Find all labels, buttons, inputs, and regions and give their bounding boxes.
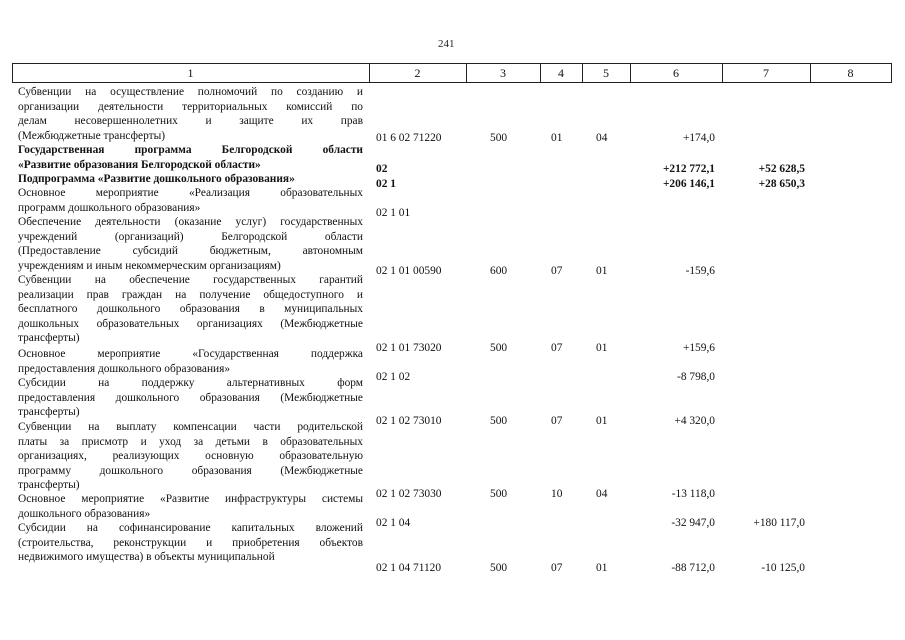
header-bottom-border [12, 82, 892, 83]
row-description-line: Обеспечение деятельности (оказание услуг) государственных [18, 216, 363, 228]
row-description-line: Субвенции на обеспечение государственных гарантий [18, 274, 363, 286]
row-description-line: организации деятельности территориальных комиссий по [18, 100, 363, 113]
row-description-line: (строительства, реконструкции и приобретения объектов [18, 536, 363, 549]
row-subsection: 04 [596, 132, 608, 144]
row-section: 07 [551, 415, 563, 427]
row-description-line: предоставления дошкольного образования» [18, 362, 231, 375]
row-description [18, 273, 363, 346]
row-expense-type: 500 [490, 562, 508, 574]
row-description-line: платы за присмотр и уход за детьми в образовательных [18, 435, 363, 448]
column-header-3: 3 [500, 66, 506, 80]
page-number: 241 [438, 38, 455, 50]
row-description-line: Субвенции на осуществление полномочий по созданию и [18, 86, 363, 98]
row-description-line: программу дошкольного образования (Межбюджетные [18, 464, 363, 477]
row-description [18, 143, 363, 172]
row-expense-type: 500 [490, 415, 508, 427]
row-subsection: 04 [596, 488, 608, 500]
row-description [18, 492, 363, 521]
row-description [18, 172, 363, 187]
row-amount-col6: -159,6 [685, 265, 715, 277]
row-description-line: Субсидии на софинансирование капитальных вложений [18, 522, 363, 534]
row-description-line: «Развитие образования Белгородской области» [18, 158, 261, 171]
row-amount-col7: +52 628,5 [758, 163, 805, 175]
row-code: 02 1 01 [376, 207, 411, 219]
row-description-line: Субсидии на поддержку альтернативных форм [18, 377, 363, 389]
column-header-6: 6 [673, 66, 679, 80]
row-description-line: организациях, реализующих основную образовательную [18, 450, 363, 463]
row-code: 02 [376, 163, 388, 175]
row-section: 10 [551, 488, 563, 500]
header-divider [891, 63, 892, 83]
row-code: 02 1 02 73030 [376, 488, 442, 500]
row-amount-col6: +4 320,0 [674, 415, 715, 427]
column-header-2: 2 [414, 66, 421, 80]
row-code: 02 1 [376, 178, 396, 190]
row-amount-col7: +28 650,3 [758, 178, 805, 190]
row-code: 02 1 02 [376, 371, 411, 383]
row-description-line: недвижимого имущества) в объекты муниципальной [18, 551, 275, 564]
row-description-line: Основное мероприятие «Реализация образовательных [18, 187, 363, 199]
row-description [18, 215, 363, 273]
row-description-line: Государственная программа Белгородской области [18, 144, 363, 156]
row-description-line: (Предоставление субсидий бюджетным, автономным [18, 245, 363, 258]
row-description [18, 186, 363, 215]
row-description-line: учреждениям и иным некоммерческим организациям) [18, 259, 281, 272]
row-description-line: учреждений (организаций) Белгородской области [18, 230, 363, 243]
row-amount-col7: +180 117,0 [753, 517, 805, 529]
row-description-line: (Межбюджетные трансферты) [18, 129, 166, 142]
row-description-line: Подпрограмма «Развитие дошкольного образования» [18, 173, 295, 185]
row-expense-type: 600 [490, 265, 508, 277]
row-amount-col6: +159,6 [682, 342, 715, 354]
row-amount-col6: +212 772,1 [662, 163, 715, 175]
row-amount-col6: -88 712,0 [671, 562, 715, 574]
row-description-line: делам несовершеннолетних и защите их прав [18, 115, 363, 128]
row-code: 02 1 02 73010 [376, 415, 442, 427]
column-header-1: 1 [187, 66, 194, 80]
row-description-line: Субвенции на выплату компенсации части родительской [18, 421, 363, 433]
row-amount-col6: -8 798,0 [677, 371, 715, 383]
row-amount-col6: -13 118,0 [671, 488, 715, 500]
row-expense-type: 500 [490, 132, 508, 144]
row-section: 07 [551, 265, 563, 277]
row-description-line: реализации прав граждан на получение общедоступного и [18, 288, 363, 301]
row-description-line: бесплатного дошкольного образования в муниципальных [18, 303, 363, 316]
row-description-line: трансферты) [18, 406, 80, 419]
row-section: 07 [551, 562, 563, 574]
row-amount-col7: -10 125,0 [761, 562, 805, 574]
row-description-line: трансферты) [18, 332, 80, 345]
row-expense-type: 500 [490, 342, 508, 354]
row-subsection: 01 [596, 415, 608, 427]
row-code: 01 6 02 71220 [376, 132, 442, 144]
row-code: 02 1 01 00590 [376, 265, 442, 277]
row-description-line: Основное мероприятие «Государственная поддержка [18, 348, 363, 360]
row-subsection: 01 [596, 342, 608, 354]
row-description-line: трансферты) [18, 479, 80, 492]
row-description [18, 420, 363, 493]
row-description-line: программ дошкольного образования» [18, 201, 201, 214]
row-description-line: дошкольного образования» [18, 507, 151, 520]
row-subsection: 01 [596, 265, 608, 277]
row-description-line: предоставления дошкольного образования (Межбюджетные [18, 391, 363, 404]
row-description [18, 347, 363, 376]
column-header-8: 8 [847, 66, 854, 80]
row-description-line: дошкольных образовательных организациях (Межбюджетные [18, 317, 363, 330]
row-section: 01 [551, 132, 563, 144]
row-description [18, 521, 363, 565]
row-code: 02 1 04 [376, 517, 411, 529]
row-section: 07 [551, 342, 563, 354]
column-header-5: 5 [603, 66, 609, 80]
row-amount-col6: +206 146,1 [662, 178, 715, 190]
row-code: 02 1 01 73020 [376, 342, 442, 354]
row-subsection: 01 [596, 562, 608, 574]
row-amount-col6: +174,0 [682, 132, 715, 144]
column-header-7: 7 [763, 66, 769, 80]
row-description [18, 85, 363, 143]
row-expense-type: 500 [490, 488, 508, 500]
column-header-4: 4 [558, 66, 564, 80]
row-amount-col6: -32 947,0 [671, 517, 715, 529]
row-description-line: Основное мероприятие «Развитие инфраструктуры системы [18, 493, 363, 505]
row-code: 02 1 04 71120 [376, 562, 442, 574]
row-description [18, 376, 363, 420]
